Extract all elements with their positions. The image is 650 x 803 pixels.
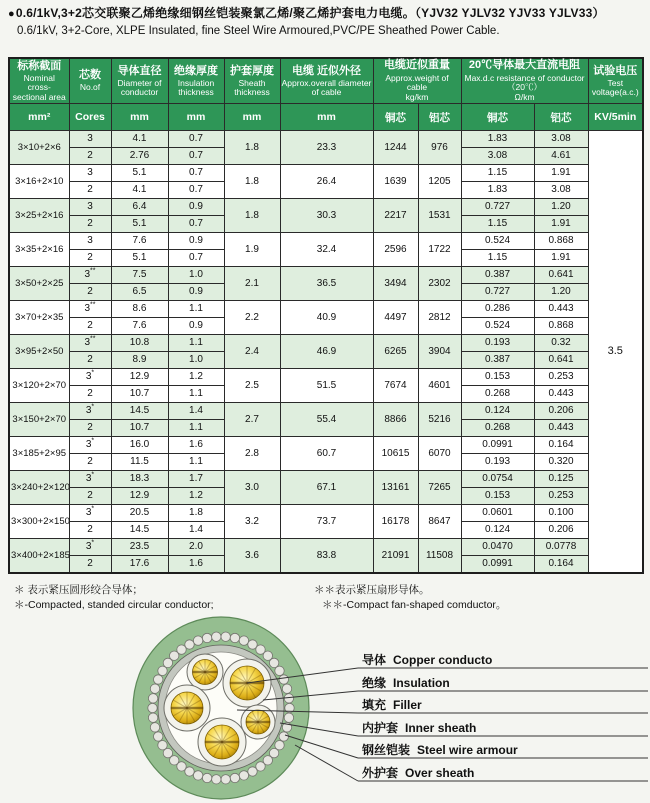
steel-wire-bead <box>212 632 221 641</box>
steel-wire-bead <box>284 713 293 722</box>
steel-wire-bead <box>185 640 194 649</box>
cell-resistance-aluminum: 0.868 <box>534 318 588 335</box>
cell-insulation: 1.2 <box>168 369 224 386</box>
cell-resistance-copper: 0.0991 <box>461 556 534 574</box>
footnote-left-en: ＊-Compacted, standed circular conductor; <box>14 598 214 611</box>
conductor <box>187 654 223 690</box>
cell-resistance-aluminum: 0.641 <box>534 267 588 284</box>
cell-cores: 2 <box>69 148 111 165</box>
cell-diameter: 17.6 <box>111 556 168 574</box>
cell-resistance-aluminum: 0.125 <box>534 471 588 488</box>
cell-cores: 3* <box>69 437 111 454</box>
cell-sheath: 3.6 <box>224 539 280 574</box>
cell-resistance-aluminum: 1.91 <box>534 216 588 233</box>
cell-insulation: 1.6 <box>168 437 224 454</box>
cell-resistance-copper: 0.524 <box>461 233 534 250</box>
steel-wire-bead <box>154 732 163 741</box>
col-header-overall-diameter: 电缆 近似外径 Approx.overall diameter of cable <box>280 58 373 104</box>
cell-diameter: 20.5 <box>111 505 168 522</box>
cell-cores: 2 <box>69 522 111 539</box>
cell-cores: 2 <box>69 284 111 301</box>
cell-weight-aluminum: 1722 <box>418 233 461 267</box>
cell-resistance-aluminum: 0.443 <box>534 420 588 437</box>
table-row <box>9 165 643 182</box>
footnote-left-zh: ＊ 表示紧压圆形绞合导体； <box>14 584 143 596</box>
cell-diameter: 8.6 <box>111 301 168 318</box>
cell-overall-diameter: 30.3 <box>280 199 373 233</box>
cell-resistance-aluminum: 0.868 <box>534 233 588 250</box>
cell-cores: 2 <box>69 182 111 199</box>
cell-sheath: 2.7 <box>224 403 280 437</box>
cell-insulation: 0.9 <box>168 199 224 216</box>
cell-cores: 2 <box>69 250 111 267</box>
cell-resistance-copper: 1.15 <box>461 250 534 267</box>
cell-weight-copper: 8866 <box>373 403 418 437</box>
unit-overall-diameter: mm <box>280 104 373 131</box>
cell-weight-copper: 7674 <box>373 369 418 403</box>
cell-resistance-aluminum: 0.100 <box>534 505 588 522</box>
cell-insulation: 1.4 <box>168 522 224 539</box>
cell-diameter: 8.9 <box>111 352 168 369</box>
cell-weight-copper: 2217 <box>373 199 418 233</box>
cell-cores: 2 <box>69 386 111 403</box>
conductor <box>164 685 210 731</box>
steel-wire-bead <box>158 741 167 750</box>
steel-wire-bead <box>248 767 257 776</box>
cell-insulation: 0.7 <box>168 216 224 233</box>
cell-insulation: 1.1 <box>168 301 224 318</box>
cell-weight-copper: 2596 <box>373 233 418 267</box>
cell-insulation: 0.7 <box>168 182 224 199</box>
cell-weight-aluminum: 5216 <box>418 403 461 437</box>
cell-resistance-aluminum: 0.164 <box>534 556 588 574</box>
cell-sheath: 3.2 <box>224 505 280 539</box>
cell-resistance-copper: 3.08 <box>461 148 534 165</box>
cell-area: 3×70+2×35 <box>9 301 69 335</box>
steel-wire-bead <box>202 633 211 642</box>
cell-area: 3×120+2×70 <box>9 369 69 403</box>
cell-weight-aluminum: 2302 <box>418 267 461 301</box>
cell-resistance-copper: 0.193 <box>461 454 534 471</box>
cell-weight-copper: 10615 <box>373 437 418 471</box>
cell-diameter: 5.1 <box>111 216 168 233</box>
unit-area: mm² <box>9 104 69 131</box>
footnote-circular-conductor <box>14 583 314 612</box>
cell-diameter: 10.8 <box>111 335 168 352</box>
footnotes <box>14 583 642 612</box>
table-row <box>9 301 643 318</box>
cell-resistance-aluminum: 0.253 <box>534 488 588 505</box>
unit-test-voltage: KV/5min <box>588 104 643 131</box>
cell-diameter: 14.5 <box>111 403 168 420</box>
cell-area: 3×25+2×16 <box>9 199 69 233</box>
cell-diameter: 7.6 <box>111 233 168 250</box>
cell-diameter: 7.5 <box>111 267 168 284</box>
col-header-sheath: 护套厚度 Sheath thickness <box>224 58 280 104</box>
steel-wire-bead <box>154 675 163 684</box>
footnote-fan-shaped-conductor <box>314 583 642 612</box>
steel-wire-bead <box>221 632 230 641</box>
cell-resistance-copper: 0.387 <box>461 267 534 284</box>
cell-insulation: 1.1 <box>168 420 224 437</box>
cell-resistance-aluminum: 0.641 <box>534 352 588 369</box>
cell-resistance-aluminum: 0.164 <box>534 437 588 454</box>
cell-diameter: 5.1 <box>111 165 168 182</box>
cell-diameter: 7.6 <box>111 318 168 335</box>
cell-resistance-copper: 0.268 <box>461 386 534 403</box>
cell-cores: 2 <box>69 454 111 471</box>
cell-diameter: 12.9 <box>111 369 168 386</box>
cell-area: 3×95+2×50 <box>9 335 69 369</box>
cell-overall-diameter: 60.7 <box>280 437 373 471</box>
cell-overall-diameter: 23.3 <box>280 131 373 165</box>
cell-weight-copper: 21091 <box>373 539 418 574</box>
cell-resistance-copper: 0.193 <box>461 335 534 352</box>
cell-cores: 3 <box>69 165 111 182</box>
cell-sheath: 1.8 <box>224 131 280 165</box>
cell-resistance-aluminum: 3.08 <box>534 182 588 199</box>
cell-weight-aluminum: 4601 <box>418 369 461 403</box>
cell-resistance-copper: 0.0601 <box>461 505 534 522</box>
table-row <box>9 369 643 386</box>
cell-weight-copper: 4497 <box>373 301 418 335</box>
col-header-test-voltage: 试验电压 Test voltage(a.c.) <box>588 58 643 104</box>
table-row <box>9 505 643 522</box>
cell-insulation: 1.8 <box>168 505 224 522</box>
cell-insulation: 1.7 <box>168 471 224 488</box>
col-header-cores: 芯数 No.of <box>69 58 111 104</box>
cell-resistance-copper: 0.524 <box>461 318 534 335</box>
cell-insulation: 0.7 <box>168 165 224 182</box>
cell-weight-copper: 1639 <box>373 165 418 199</box>
cell-overall-diameter: 73.7 <box>280 505 373 539</box>
cell-insulation: 0.9 <box>168 318 224 335</box>
cell-resistance-copper: 0.153 <box>461 369 534 386</box>
cell-weight-aluminum: 3904 <box>418 335 461 369</box>
steel-wire-bead <box>279 675 288 684</box>
cell-overall-diameter: 40.9 <box>280 301 373 335</box>
unit-cores: Cores <box>69 104 111 131</box>
cell-cores: 3* <box>69 505 111 522</box>
steel-wire-bead <box>148 703 157 712</box>
steel-wire-bead <box>150 684 159 693</box>
cell-weight-copper: 6265 <box>373 335 418 369</box>
cell-insulation: 2.0 <box>168 539 224 556</box>
title-en: 0.6/1kV, 3+2-Core, XLPE Insulated, fine Steel Wire Armoured,PVC/PE Sheathed Power Cable. <box>17 24 500 37</box>
cell-resistance-copper: 0.0991 <box>461 437 534 454</box>
spec-table <box>8 57 644 574</box>
cell-resistance-copper: 0.153 <box>461 488 534 505</box>
spec-table-header <box>9 58 643 131</box>
cell-weight-aluminum: 2812 <box>418 301 461 335</box>
steel-wire-bead <box>148 713 157 722</box>
cell-cores: 2 <box>69 352 111 369</box>
cell-area: 3×240+2×120 <box>9 471 69 505</box>
cell-cores: 3 <box>69 131 111 148</box>
cell-resistance-copper: 0.727 <box>461 284 534 301</box>
label-inner-sheath: 内护套 Inner sheath <box>362 721 477 735</box>
unit-sheath: mm <box>224 104 280 131</box>
cell-diameter: 10.7 <box>111 420 168 437</box>
cell-insulation: 1.0 <box>168 267 224 284</box>
cell-insulation: 1.6 <box>168 556 224 574</box>
cell-sheath: 2.4 <box>224 335 280 369</box>
steel-wire-bead <box>282 684 291 693</box>
steel-wire-bead <box>150 723 159 732</box>
cell-weight-aluminum: 8647 <box>418 505 461 539</box>
cell-diameter: 12.9 <box>111 488 168 505</box>
cell-diameter: 10.7 <box>111 386 168 403</box>
cell-area: 3×50+2×25 <box>9 267 69 301</box>
cell-weight-copper: 13161 <box>373 471 418 505</box>
cell-cores: 3 <box>69 199 111 216</box>
cell-diameter: 4.1 <box>111 131 168 148</box>
cell-resistance-copper: 0.286 <box>461 301 534 318</box>
cell-insulation: 1.0 <box>168 352 224 369</box>
footnote-right-en: ＊＊-Compact fan-shaped comductor。 <box>322 598 507 611</box>
cell-diameter: 5.1 <box>111 250 168 267</box>
cell-insulation: 0.7 <box>168 250 224 267</box>
cell-insulation: 1.4 <box>168 403 224 420</box>
cell-resistance-aluminum: 1.91 <box>534 165 588 182</box>
col-header-area: 标称截面 Nominal cross-sectional area <box>9 58 69 104</box>
table-row <box>9 199 643 216</box>
conductor <box>198 718 246 766</box>
unit-insulation: mm <box>168 104 224 131</box>
cell-insulation: 1.1 <box>168 454 224 471</box>
cell-resistance-copper: 1.83 <box>461 182 534 199</box>
cell-sheath: 2.1 <box>224 267 280 301</box>
cell-sheath: 1.9 <box>224 233 280 267</box>
cell-area: 3×150+2×70 <box>9 403 69 437</box>
cell-diameter: 6.4 <box>111 199 168 216</box>
cell-cores: 3** <box>69 267 111 284</box>
cell-weight-copper: 16178 <box>373 505 418 539</box>
steel-wire-bead <box>275 666 284 675</box>
cell-sheath: 3.0 <box>224 471 280 505</box>
cell-resistance-aluminum: 0.32 <box>534 335 588 352</box>
cell-sheath: 1.8 <box>224 199 280 233</box>
spec-table-body <box>9 131 643 574</box>
cell-overall-diameter: 46.9 <box>280 335 373 369</box>
steel-wire-bead <box>230 773 239 782</box>
cell-overall-diameter: 36.5 <box>280 267 373 301</box>
cell-resistance-copper: 0.124 <box>461 522 534 539</box>
cell-resistance-copper: 0.124 <box>461 403 534 420</box>
page-title <box>8 6 646 38</box>
cell-overall-diameter: 67.1 <box>280 471 373 505</box>
label-filler: 填充 Filler <box>362 698 422 712</box>
cell-weight-copper: 1244 <box>373 131 418 165</box>
sub-header-weight-copper: 铜芯 <box>373 104 418 131</box>
col-header-insulation: 绝缘厚度 Insulation thickness <box>168 58 224 104</box>
steel-wire-bead <box>193 771 202 780</box>
cell-insulation: 0.9 <box>168 284 224 301</box>
steel-wire-bead <box>212 775 221 784</box>
cell-overall-diameter: 26.4 <box>280 165 373 199</box>
steel-wire-bead <box>239 771 248 780</box>
cell-resistance-copper: 0.387 <box>461 352 534 369</box>
cell-diameter: 6.5 <box>111 284 168 301</box>
cell-sheath: 2.5 <box>224 369 280 403</box>
cell-resistance-aluminum: 0.320 <box>534 454 588 471</box>
table-row <box>9 471 643 488</box>
cell-cores: 2 <box>69 556 111 574</box>
cell-weight-aluminum: 976 <box>418 131 461 165</box>
cell-cores: 3* <box>69 471 111 488</box>
cell-cores: 2 <box>69 318 111 335</box>
cell-resistance-aluminum: 3.08 <box>534 131 588 148</box>
steel-wire-bead <box>239 636 248 645</box>
cable-cross-section-diagram <box>0 615 650 803</box>
table-row <box>9 131 643 148</box>
cell-insulation: 1.1 <box>168 386 224 403</box>
table-row <box>9 437 643 454</box>
cell-cores: 3* <box>69 403 111 420</box>
cell-area: 3×400+2×185 <box>9 539 69 574</box>
cell-resistance-aluminum: 0.253 <box>534 369 588 386</box>
cell-sheath: 2.8 <box>224 437 280 471</box>
cell-insulation: 0.9 <box>168 233 224 250</box>
table-row <box>9 539 643 556</box>
cell-cores: 2 <box>69 420 111 437</box>
cell-cores: 3* <box>69 539 111 556</box>
cell-overall-diameter: 32.4 <box>280 233 373 267</box>
cell-resistance-aluminum: 4.61 <box>534 148 588 165</box>
cell-diameter: 11.5 <box>111 454 168 471</box>
cell-area: 3×185+2×95 <box>9 437 69 471</box>
cell-weight-aluminum: 6070 <box>418 437 461 471</box>
cell-overall-diameter: 55.4 <box>280 403 373 437</box>
cell-overall-diameter: 51.5 <box>280 369 373 403</box>
steel-wire-bead <box>148 694 157 703</box>
bullet-icon: ● <box>8 8 15 20</box>
cell-diameter: 16.0 <box>111 437 168 454</box>
sub-header-resistance-aluminum: 铝芯 <box>534 104 588 131</box>
cell-diameter: 4.1 <box>111 182 168 199</box>
table-row <box>9 403 643 420</box>
cell-cores: 2 <box>69 488 111 505</box>
steel-wire-bead <box>202 773 211 782</box>
cell-area: 3×300+2×150 <box>9 505 69 539</box>
steel-wire-bead <box>193 636 202 645</box>
cell-resistance-copper: 0.727 <box>461 199 534 216</box>
cell-cores: 3** <box>69 335 111 352</box>
cell-insulation: 0.7 <box>168 131 224 148</box>
cell-area: 3×10+2×6 <box>9 131 69 165</box>
steel-wire-bead <box>279 732 288 741</box>
label-steel-wire-armour: 钢丝铠装 Steel wire armour <box>362 743 518 757</box>
cell-diameter: 18.3 <box>111 471 168 488</box>
cell-resistance-aluminum: 0.0778 <box>534 539 588 556</box>
cell-resistance-copper: 0.0754 <box>461 471 534 488</box>
table-row <box>9 267 643 284</box>
steel-wire-bead <box>230 633 239 642</box>
cell-resistance-aluminum: 1.91 <box>534 250 588 267</box>
cell-cores: 3** <box>69 301 111 318</box>
cell-sheath: 2.2 <box>224 301 280 335</box>
table-row <box>9 233 643 250</box>
cell-resistance-aluminum: 0.443 <box>534 386 588 403</box>
cell-resistance-copper: 1.15 <box>461 216 534 233</box>
label-copper-conductor: 导体 Copper conducto <box>362 653 493 667</box>
cell-weight-aluminum: 1205 <box>418 165 461 199</box>
cell-weight-aluminum: 1531 <box>418 199 461 233</box>
cell-insulation: 1.1 <box>168 335 224 352</box>
cell-resistance-copper: 0.0470 <box>461 539 534 556</box>
cell-cores: 2 <box>69 216 111 233</box>
footnote-right-zh: ＊＊表示紧压扇形导体。 <box>314 584 430 596</box>
cell-area: 3×16+2×10 <box>9 165 69 199</box>
table-row <box>9 335 643 352</box>
cell-insulation: 0.7 <box>168 148 224 165</box>
sub-header-resistance-copper: 铜芯 <box>461 104 534 131</box>
cell-diameter: 14.5 <box>111 522 168 539</box>
cell-diameter: 23.5 <box>111 539 168 556</box>
cell-weight-aluminum: 7265 <box>418 471 461 505</box>
cell-resistance-copper: 0.268 <box>461 420 534 437</box>
steel-wire-bead <box>221 775 230 784</box>
cell-diameter: 2.76 <box>111 148 168 165</box>
cell-overall-diameter: 83.8 <box>280 539 373 574</box>
cell-resistance-copper: 1.15 <box>461 165 534 182</box>
cell-resistance-aluminum: 0.443 <box>534 301 588 318</box>
cell-resistance-aluminum: 1.20 <box>534 284 588 301</box>
cell-resistance-aluminum: 0.206 <box>534 522 588 539</box>
cell-cores: 3 <box>69 233 111 250</box>
cell-resistance-aluminum: 0.206 <box>534 403 588 420</box>
col-header-diameter: 导体直径 Diameter of conductor <box>111 58 168 104</box>
cell-weight-aluminum: 11508 <box>418 539 461 574</box>
label-over-sheath: 外护套 Over sheath <box>362 766 475 780</box>
title-zh: ●0.6/1kV,3+2芯交联聚乙烯绝缘细钢丝铠装聚氯乙烯/聚乙烯护套电力电缆。（YJV32 YJLV32 YJV33 YJLV33） <box>8 6 605 20</box>
cell-weight-copper: 3494 <box>373 267 418 301</box>
cell-resistance-copper: 1.83 <box>461 131 534 148</box>
unit-diameter: mm <box>111 104 168 131</box>
col-header-resistance: 20℃导体最大直流电阻 Max.d.c resistance of conductor （20℃） Ω/km <box>461 58 588 104</box>
cell-test-voltage: 3.5 <box>588 131 643 574</box>
cell-area: 3×35+2×16 <box>9 233 69 267</box>
sub-header-weight-aluminum: 铝芯 <box>418 104 461 131</box>
cell-sheath: 1.8 <box>224 165 280 199</box>
col-header-weight: 电缆近似重量 Approx.weight of cable kg/km <box>373 58 461 104</box>
cell-insulation: 1.2 <box>168 488 224 505</box>
cell-cores: 3* <box>69 369 111 386</box>
cell-resistance-aluminum: 1.20 <box>534 199 588 216</box>
label-insulation: 绝缘 Insulation <box>362 676 450 690</box>
